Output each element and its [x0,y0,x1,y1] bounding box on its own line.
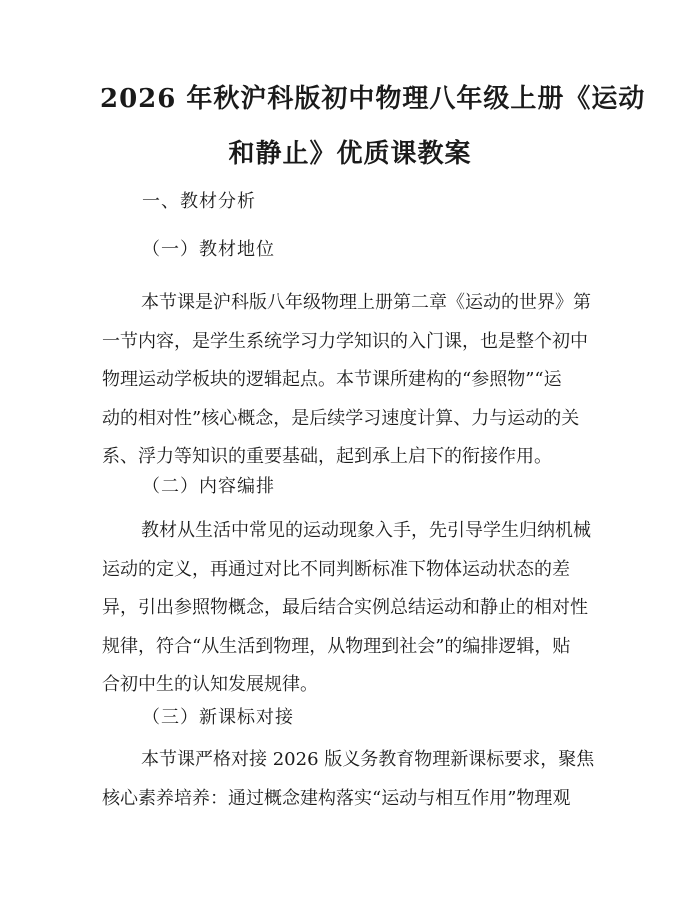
paragraph-line: 本节课是沪科版八年级物理上册第二章《运动的世界》第 [141,292,591,313]
subsection-heading-textbook-position: （一）教材地位 [142,239,275,260]
paragraph-content-arrangement [102,512,602,705]
paragraph-line: 本节课严格对接 2026 版义务教育物理新课标要求，聚焦 [141,749,595,770]
paragraph-line: 运动的定义，再通过对比不同判断标准下物体运动状态的差 [102,558,570,580]
subsection-heading-content-arrangement: （二）内容编排 [142,476,275,497]
paragraph-line: 物理运动学板块的逻辑起点。本节课所建构的“参照物”“运 [102,369,562,390]
paragraph-line: 动的相对性”核心概念，是后续学习速度计算、力与运动的关 [102,407,580,429]
paragraph-line: 合初中生的认知发展规律。 [102,674,318,695]
document-title-line-2: 和静止》优质课教案 [228,139,472,169]
document-title-line-1: 2026 年秋沪科版初中物理八年级上册《运动 [100,84,646,114]
subsection-heading-curriculum-standards: （三）新课标对接 [142,707,294,728]
paragraph-textbook-position [102,284,602,477]
paragraph-line: 规律，符合“从生活到物理，从物理到社会”的编排逻辑，贴 [102,635,571,657]
paragraph-line: 核心素养培养：通过概念建构落实“运动与相互作用”物理观 [102,787,571,809]
paragraph-line: 异，引出参照物概念，最后结合实例总结运动和静止的相对性 [102,597,588,618]
section-heading-textbook-analysis: 一、教材分析 [142,191,256,212]
paragraph-curriculum-standards [102,741,602,818]
paragraph-line: 系、浮力等知识的重要基础，起到承上启下的衔接作用。 [102,446,552,467]
paragraph-line: 教材从生活中常见的运动现象入手，先引导学生归纳机械 [141,520,591,541]
paragraph-line: 一节内容，是学生系统学习力学知识的入门课，也是整个初中 [102,330,588,352]
